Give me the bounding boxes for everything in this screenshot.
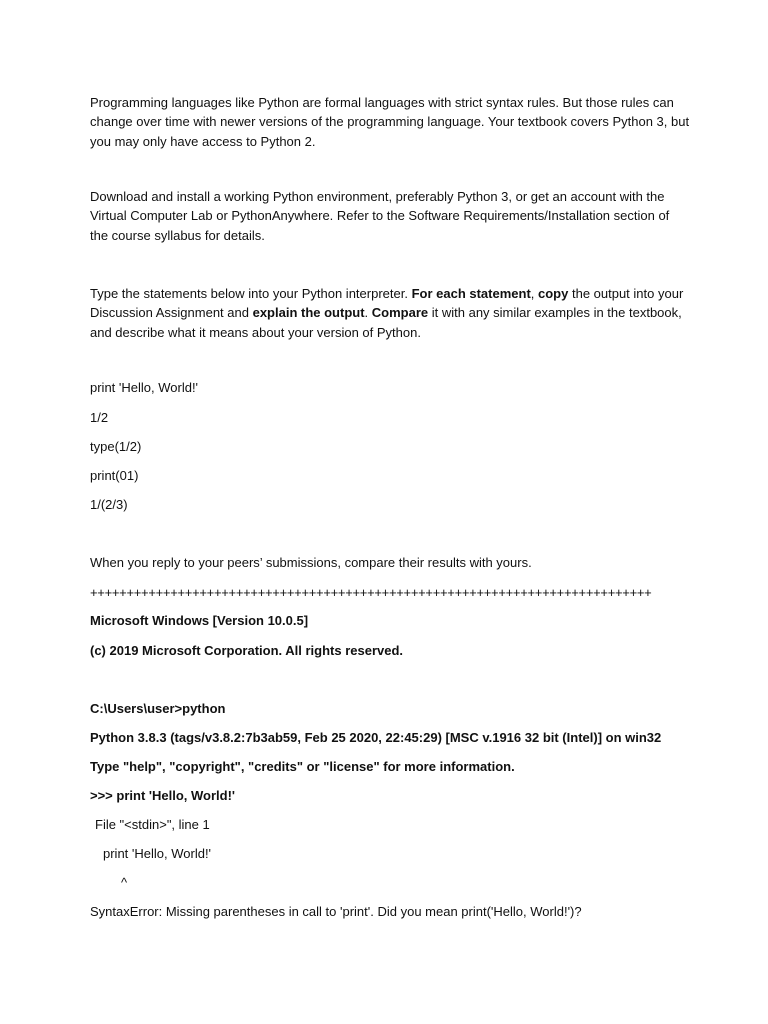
console-help-line: Type "help", "copyright", "credits" or "license" for more information. [90, 759, 515, 774]
statement-line: print 'Hello, World!' [90, 380, 199, 395]
console-windows-version: Microsoft Windows [Version 10.0.5] [90, 613, 309, 628]
instructions-period: . [364, 305, 372, 321]
console-traceback-echo: print 'Hello, World!' [103, 846, 212, 861]
peers-note: When you reply to your peers’ submissions, compare their results with yours. [90, 555, 532, 570]
intro-paragraph-python-versions: Programming languages like Python are formal languages with strict syntax rules. But those rules can change over time with newer versions of the programming language. Your textbook covers Python 3, but you may only have access to Python 2. [90, 95, 693, 149]
console-syntax-error: SyntaxError: Missing parentheses in call to 'print'. Did you mean print('Hello, World!')? [90, 904, 582, 919]
intro-paragraph-instructions [90, 284, 690, 342]
instructions-copy: copy [538, 286, 569, 301]
instructions-compare: Compare [371, 305, 429, 321]
console-input-print: >>> print 'Hello, World!' [90, 788, 235, 803]
instructions-comma: , [530, 286, 539, 301]
statement-line: type(1/2) [90, 439, 142, 454]
separator-line: +++++++++++++++++++++++++++++++++++++++++++++++++++++++++++++++++++++++++++++ [90, 585, 652, 600]
console-traceback-file: File "<stdin>", line 1 [95, 817, 210, 832]
console-caret: ^ [121, 875, 128, 890]
instructions-text-3: it with any similar examples in the textbook, and describe what it means about your version of Python. [90, 305, 686, 340]
console-copyright: (c) 2019 Microsoft Corporation. All rights reserved. [90, 643, 404, 658]
instructions-text: Type the statements below into your Python interpreter. [90, 286, 412, 301]
console-python-version: Python 3.8.3 (tags/v3.8.2:7b3ab59, Feb 25 2020, 22:45:29) [MSC v.1916 32 bit (Intel)] on win32 [90, 730, 662, 745]
statement-line: 1/2 [90, 410, 109, 425]
console-prompt: C:\Users\user>python [90, 701, 226, 716]
intro-paragraph-install: Download and install a working Python environment, preferably Python 3, or get an account with the Virtual Computer Lab or PythonAnywhere. Refer to the Software Requirements/Installation section of the course syllabus for details. [90, 189, 673, 243]
statement-line: 1/(2/3) [90, 497, 128, 512]
instructions-for-each-statement: For each statement [411, 286, 531, 301]
statement-line: print(01) [90, 468, 139, 483]
instructions-text-2: the output into your Discussion Assignment and [90, 286, 687, 321]
instructions-explain-output: explain the output [252, 305, 365, 321]
